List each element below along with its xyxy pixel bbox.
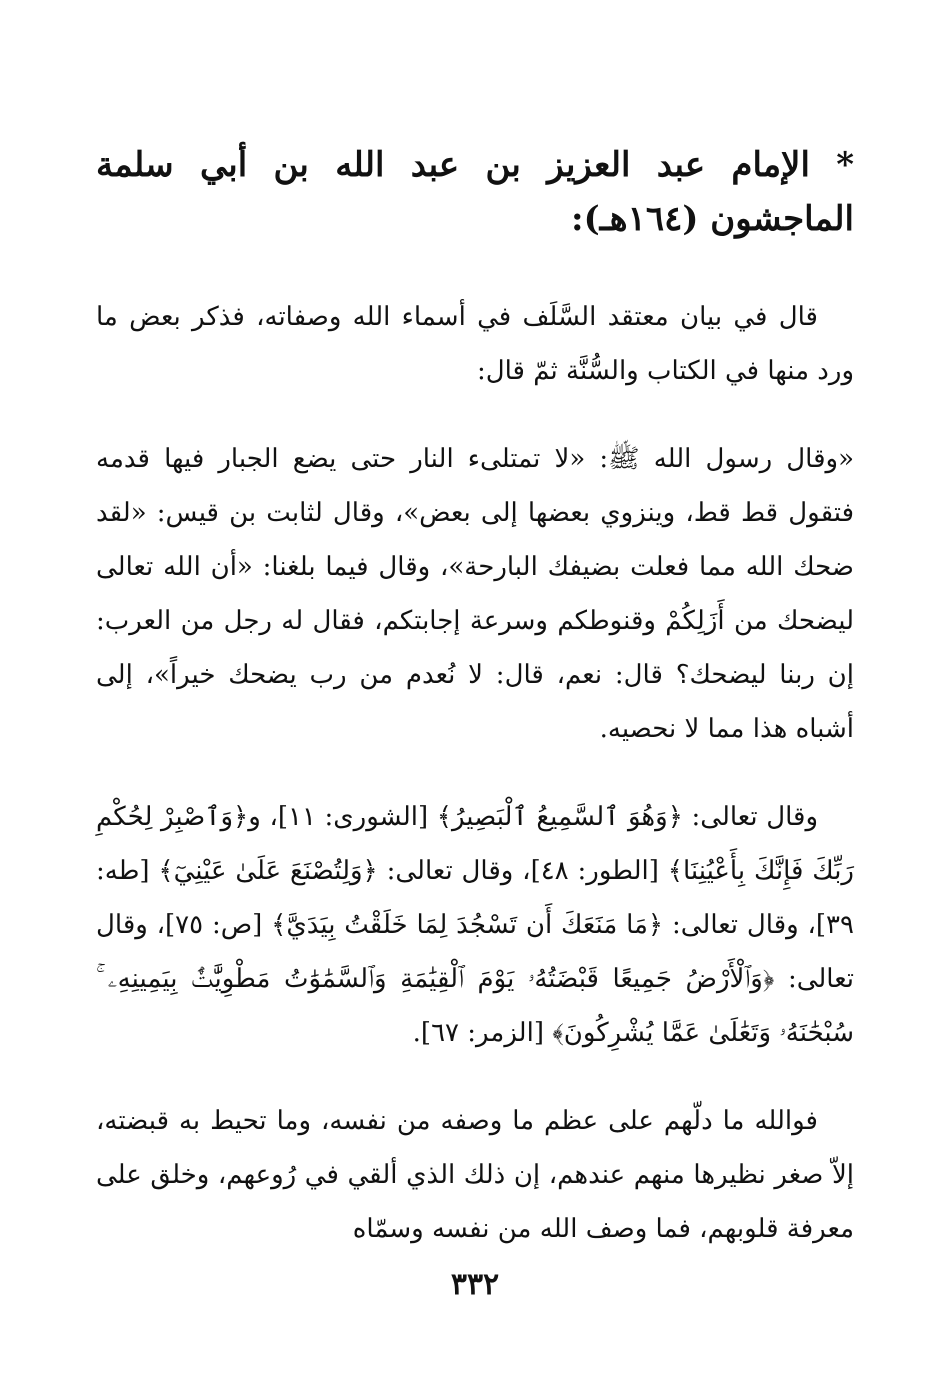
section-heading: * الإمام عبد العزيز بن عبد الله بن أبي سلمة الماجشون (١٦٤هـ): <box>96 145 854 239</box>
paragraph-quran-verses: وقال تعالى: ﴿وَهُوَ ٱلسَّمِيعُ ٱلْبَصِيرُ﴾ [الشورى: ١١]، و﴿وَٱصْبِرْ لِحُكْمِ رَبِّكَ فَإِنَّكَ بِأَعْيُنِنَا﴾ [الطور: ٤٨]، وقال تعالى: ﴿وَلِتُصْنَعَ عَلَىٰ عَيْنِيٓ﴾ [طه: ٣٩]، وقال تعالى: ﴿مَا مَنَعَكَ أَن تَسْجُدَ لِمَا خَلَقْتُ بِيَدَيَّ﴾ [ص: ٧٥]، وقال تعالى: ﴿وَٱلْأَرْضُ جَمِيعًا قَبْضَتُهُۥ يَوْمَ ٱلْقِيَٰمَةِ وَٱلسَّمَٰوَٰتُ مَطْوِيَّٰتٌۢ بِيَمِينِهِۦ ۚ سُبْحَٰنَهُۥ وَتَعَٰلَىٰ عَمَّا يُشْرِكُونَ﴾ [الزمر: ٦٧]. <box>96 802 854 1048</box>
paragraph-hadith-quote: «وقال رسول الله ﷺ: «لا تمتلىء النار حتى يضع الجبار فيها قدمه فتقول قط قط، وينزوي بعضها إلى بعض»، وقال لثابت بن قيس: «لقد ضحك الله مما فعلت بضيفك البارحة»، وقال فيما بلغنا: «أن الله تعالى ليضحك من أَزَلِكُمْ وقنوطكم وسرعة إجابتكم، فقال له رجل من العرب: إن ربنا ليضحك؟ قال: نعم، قال: لا نُعدم من رب يضحك خيراً»، إلى أشباه هذا مما لا نحصيه. <box>96 444 854 744</box>
page-content <box>96 138 854 1290</box>
paragraph-conclusion: فوالله ما دلّهم على عظم ما وصفه من نفسه، وما تحيط به قبضته، إلاّ صغر نظيرها منهم عندهم، إن ذلك الذي ألقي في رُوعهم، وخلق على معرفة قلوبهم، فما وصف الله من نفسه وسمّاه <box>96 1106 854 1244</box>
paragraph-intro: قال في بيان معتقد السَّلَف في أسماء الله وصفاته، فذكر بعض ما ورد منها في الكتاب والسُّنَّة ثمّ قال: <box>96 302 854 386</box>
page-number: ٣٣٢ <box>450 1267 500 1302</box>
